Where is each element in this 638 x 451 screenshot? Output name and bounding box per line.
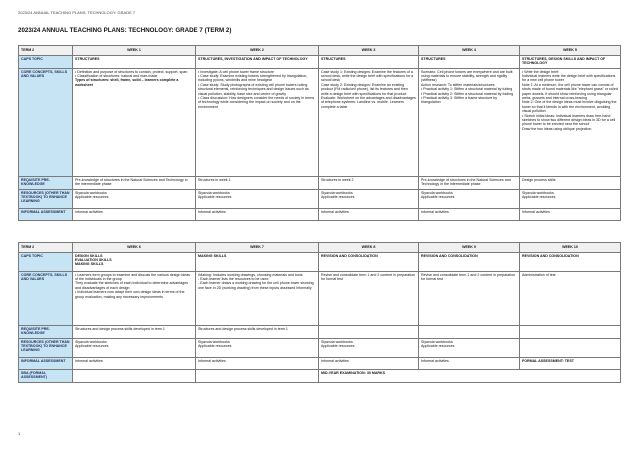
- week-header: WEEK 4: [419, 46, 520, 56]
- week-header: WEEK 1: [73, 46, 196, 56]
- table-cell: [73, 189, 196, 208]
- cell-line: • Individual learners now adapt their own design ideas in terms of the group evaluation, making any necessary improvements: [75, 290, 185, 299]
- table-cell: [419, 338, 520, 357]
- cell-line: - Each learner lists the resources to be used: [198, 276, 269, 281]
- row-label: REQUISITE PRE-KNOWLEDGE: [19, 325, 73, 338]
- week-header: WEEK 8: [319, 243, 419, 253]
- table-cell: Informal activities: [196, 357, 319, 369]
- core-concepts-row: [19, 271, 621, 325]
- cell-line: Draw the two ideas using oblique projection: [522, 126, 592, 131]
- row-label: INFORMAL ASSESSMENT: [19, 208, 73, 220]
- prereq-row: [19, 176, 621, 189]
- table-cell: Design process skills: [520, 176, 621, 189]
- table-cell: Informal activities: [196, 208, 319, 220]
- table-cell: FORMAL ASSESSMENT: TEST: [520, 357, 621, 369]
- table-cell: MAKING SKILLS: [196, 252, 319, 271]
- table-header-row: [19, 243, 621, 253]
- cell-line: EVALUATION SKILLS: [75, 257, 112, 262]
- cell-line: Scenario: Cell phone towers are everywhere and are built using materials to ensure stability, strength and rigidity (stiffness): [421, 69, 513, 83]
- table-cell: Informal activities: [73, 208, 196, 220]
- row-label: INFORMAL ASSESSMENT: [19, 357, 73, 369]
- cell-line: Applicable resources: [75, 343, 109, 348]
- table-cell: [73, 271, 196, 325]
- week-header: WEEK 2: [196, 46, 319, 56]
- table-cell: Administration of test: [520, 271, 621, 325]
- table-cell: Informal activities: [419, 208, 520, 220]
- week-header: WEEK 3: [319, 46, 419, 56]
- document-header: 2023/24 ANNUAL TEACHING PLANS: TECHNOLOGY: GRADE 7: [18, 10, 136, 15]
- cell-line: • Practical activity 3: Stiffen a frame structure by triangulation: [421, 95, 498, 105]
- table-cell: Structures and design process skills developed in term 1: [196, 325, 319, 338]
- cell-line: • Investigate: A cell phone tower frame structure: [198, 69, 274, 74]
- cell-line: • Practical activity 1: Stiffen a structural material by tubing: [421, 87, 513, 92]
- cell-line: Case study 1: Existing designs: Examine the features of a school desk, write the design brief with specifications for a school desk: [321, 69, 414, 83]
- prereq-row: [19, 325, 621, 338]
- cell-line: Applicable resources: [198, 343, 232, 348]
- informal-assessment-row: [19, 357, 621, 369]
- table-cell: Structures in week 1: [196, 176, 319, 189]
- term2-table-weeks-1-5: [18, 45, 621, 221]
- table-cell: [520, 68, 621, 176]
- table-cell: Informal activities: [419, 357, 520, 369]
- cell-line: • Case study: Study photographs of existing cell phone towers noting structural elements, reinforcing techniques and design issues such as visual pollution, stability, base size and centre of gravity: [198, 82, 309, 96]
- week-header: WEEK 10: [520, 243, 621, 253]
- cell-line: Siyavula workbooks: [75, 190, 107, 195]
- table-cell: [196, 369, 319, 382]
- table-cell: [196, 338, 319, 357]
- week-header: WEEK 5: [520, 46, 621, 56]
- table-cell: Informal activities: [319, 357, 419, 369]
- cell-line: Siyavula workbooks: [321, 339, 353, 344]
- table-cell: Structures in week 2: [319, 176, 419, 189]
- table-cell: STRUCTURES, DESIGN SKILLS AND IMPACT OF TECHNOLOGY: [520, 55, 621, 68]
- table-cell: Revise and consolidate term 1 and 2 content in preparation for formal test: [419, 271, 520, 325]
- cell-line: MAKING SKILLS: [75, 262, 104, 267]
- table-cell: [196, 271, 319, 325]
- cell-line: Siyavula workbooks: [321, 190, 353, 195]
- table-cell: STRUCTURES: [419, 55, 520, 68]
- table-cell: [196, 68, 319, 176]
- cell-line: Applicable resources: [321, 194, 355, 199]
- cell-line: Case study 2: Existing designs: Examine an existing product (FM radio/cell phone), list its features and then write a design brief with specifications for that product: [321, 82, 408, 96]
- cell-line: They evaluate the sketches of each individual to determine advantages and disadvantages of each design: [75, 281, 189, 290]
- cell-line: • Case study: Examine existing towers strengthened by triangulation, including pylons, windmills and mine headgear: [198, 73, 308, 83]
- core-concepts-row: [19, 68, 621, 176]
- table-cell: [73, 338, 196, 357]
- caps-topic-row: [19, 252, 621, 271]
- table-cell: [520, 338, 621, 357]
- table-cell: [520, 325, 621, 338]
- table-cell: [419, 189, 520, 208]
- table-cell: STRUCTURES, INVESTIGATION AND IMPACT OF TECHNOLOGY: [196, 55, 319, 68]
- week-header: WEEK 7: [196, 243, 319, 253]
- term-label: TERM 2: [19, 243, 73, 253]
- cell-line: - Each learner draws a working drawing for the cell phone tower showing one face in 2D (working drawing) from these inputs assessed informally: [198, 281, 314, 290]
- cell-line: Applicable resources: [198, 194, 232, 199]
- informal-assessment-row: [19, 208, 621, 220]
- cell-line: • Sketch initial ideas: Individual learners draw free-hand sketches to show two different design ideas in 3D for a cell phone tower to be erected near the school: [522, 113, 616, 127]
- table-cell: [319, 338, 419, 357]
- term2-table-weeks-6-10: [18, 242, 621, 383]
- table-cell: Structures and design process skills developed in term 1: [73, 325, 196, 338]
- table-cell: REVISION AND CONSOLIDATION: [319, 252, 419, 271]
- cell-line: Applicable resources: [421, 343, 455, 348]
- week-header: WEEK 6: [73, 243, 196, 253]
- sba-cell: MID-YEAR EXAMINATION: 30 MARKS: [319, 369, 621, 382]
- caps-topic-row: [19, 55, 621, 68]
- cell-line: Siyavula workbooks: [421, 339, 453, 344]
- table-cell: [419, 68, 520, 176]
- cell-line: • Classification of structures: natural and man-made: [75, 73, 158, 78]
- table-cell: REVISION AND CONSOLIDATION: [419, 252, 520, 271]
- cell-line: Types of structures: shell, frame, solid – learners complete a worksheet: [75, 78, 179, 87]
- cell-line: Individual learners write the design brief with specifications for a new cell phone tower: [522, 73, 616, 83]
- table-cell: [73, 252, 196, 271]
- cell-line: Siyavula workbooks: [75, 339, 107, 344]
- table-cell: Informal activities: [319, 208, 419, 220]
- cell-line: • Practical activity 2: Stiffen a structural material by folding: [421, 91, 514, 96]
- cell-line: Applicable resources: [421, 194, 455, 199]
- row-label: CORE CONCEPTS, SKILLS AND VALUES: [19, 271, 73, 325]
- week-header: WEEK 9: [419, 243, 520, 253]
- cell-line: Applicable resources: [321, 343, 355, 348]
- row-label: CORE CONCEPTS, SKILLS AND VALUES: [19, 68, 73, 176]
- page-title: 2023/24 ANNUAL TEACHING PLANS: TECHNOLOGY: GRADE 7 (TERM 2): [18, 27, 232, 34]
- table-cell: [73, 369, 196, 382]
- table-cell: [319, 68, 419, 176]
- cell-line: Action research: To stiffen materials/structures: [421, 82, 495, 87]
- table-cell: [520, 189, 621, 208]
- row-label: CAPS TOPIC: [19, 252, 73, 271]
- cell-line: •Making: Includes working drawings, choosing materials and tools: [198, 272, 303, 277]
- table-cell: [319, 325, 419, 338]
- table-cell: STRUCTURES: [319, 55, 419, 68]
- row-label: SBA (FORMAL ASSESSMENT): [19, 369, 73, 382]
- cell-line: Note 1: At a minimum, the cell phone tower can consist of struts made of found materials like "elephant grass" or rolled paper dowels. It should show reinforcing using triangular webs, gussets and internal cross-bracing: [522, 82, 618, 100]
- resources-row: [19, 338, 621, 357]
- row-label: REQUISITE PRE-KNOWLEDGE: [19, 176, 73, 189]
- table-cell: [319, 189, 419, 208]
- table-cell: REVISION AND CONSOLIDATION: [520, 252, 621, 271]
- table-cell: Pre-knowledge of structures in the Natural Sciences and Technology in the intermediate phase: [419, 176, 520, 189]
- cell-line: Applicable resources: [75, 194, 109, 199]
- table-cell: Pre-knowledge of structures in the Natural Sciences and Technology in the intermediate phase: [73, 176, 196, 189]
- cell-line: DESIGN SKILLS: [75, 253, 103, 258]
- row-label: RESOURCES (OTHER THAN TEXTBOOK) TO ENHANCE LEARNING: [19, 189, 73, 208]
- table-cell: [196, 189, 319, 208]
- row-label: RESOURCES (OTHER THAN TEXTBOOK) TO ENHANCE LEARNING: [19, 338, 73, 357]
- table-header-row: [19, 46, 621, 56]
- table-cell: STRUCTURES: [73, 55, 196, 68]
- table-cell: [419, 325, 520, 338]
- cell-line: • Learners form groups to examine and discuss the various design ideas of the individuals in the group: [75, 272, 190, 281]
- sba-row: [19, 369, 621, 382]
- cell-line: Siyavula workbooks: [198, 339, 230, 344]
- cell-line: • Class discussion: How designers consider the needs of society in terms of technology while considering the impact on society and on the environment: [198, 95, 315, 109]
- cell-line: Note 2: One of the design ideas must involve disguising the tower so that it blends in with the environment, avoiding visual pollution: [522, 100, 617, 114]
- cell-line: • Definition and purpose of structures to contain, protect, support, span: [75, 69, 188, 74]
- term-label: TERM 2: [19, 46, 73, 56]
- row-label: CAPS TOPIC: [19, 55, 73, 68]
- cell-line: Siyavula workbooks: [198, 190, 230, 195]
- cell-line: Applicable resources: [522, 194, 556, 199]
- cell-line: Evaluate: Worksheet on the advantages and disadvantages of telephone systems: Landline vs. mobile. Learners complete a table: [321, 95, 416, 109]
- table-cell: Informal activities: [520, 208, 621, 220]
- table-cell: [73, 68, 196, 176]
- page-number: 1: [18, 431, 21, 436]
- table-cell: Revise and consolidate term 1 and 2 content in preparation for formal test: [319, 271, 419, 325]
- resources-row: [19, 189, 621, 208]
- cell-line: Siyavula workbooks: [522, 190, 554, 195]
- cell-line: • Write the design brief:: [522, 69, 560, 74]
- table-cell: Informal activities: [73, 357, 196, 369]
- cell-line: Siyavula workbooks: [421, 190, 453, 195]
